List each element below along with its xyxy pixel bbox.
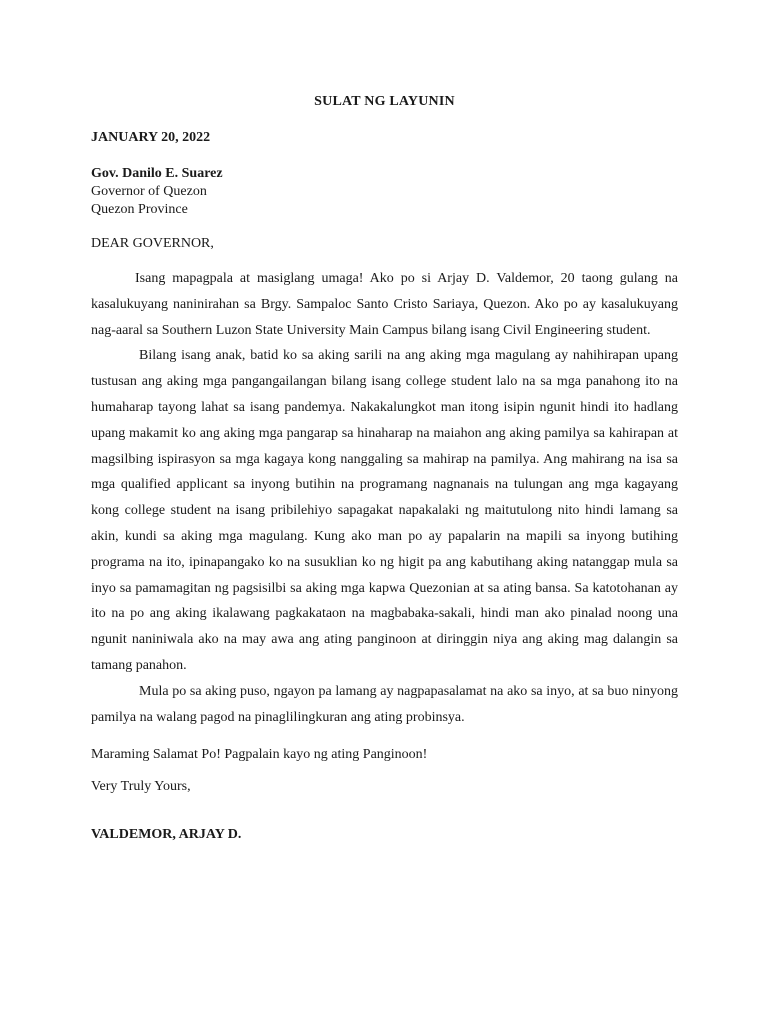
valediction: Very Truly Yours, — [91, 779, 191, 795]
closing-line: Maraming Salamat Po! Pagpalain kayo ng ating Panginoon! — [91, 747, 428, 763]
paragraph-thanks: Mula po sa aking puso, ngayon pa lamang ay nagpapasalamat na ako sa inyo, at sa buo ninyong pamilya na walang pagod na pinaglilingkuran ang ating probinsya. — [91, 683, 678, 725]
recipient-position: Governor of Quezon — [91, 184, 207, 199]
paragraph-main: Bilang isang anak, batid ko sa aking sarili na ang aking mga magulang ay nahihirapan upang tustusan ang aking mga pangangailangan bilang isang college student lalo na sa mga panahong ito na humaharap tayong lahat sa isang pandemya. Nakakalungkot man itong isipin ngunit hindi ito hadlang upang makamit ko ang aking mga pangarap sa hinaharap na maiahon ang aking pamilya sa kahirapan at magsilbing ispirasyon sa mga kagaya kong nanggaling sa mahirap na pamilya. Ang mahirang na isa sa mga qualified applicant sa inyong butihin na programang nagnanais na tulungan ang mga kagayang kong college student na isang pribilehiyo sapagakat napakalaki ng maitutulong nito hindi lamang sa akin, kundi sa aking mga magulang. Kung ako man po ay papalarin na mapili sa inyong butihing programa na ito, ipinapangako ko na susuklian ko ng higit pa ang kabutihang aking natanggap mula sa inyo sa pamamagitan ng pagsisilbi sa aking mga kapwa Quezonian at sa ating bansa. Sa katotohanan ay ito na po ang aking ikalawang pagkakataon na magbabaka-sakali, hindi man ako pinalad noong una ngunit naniniwala ako na may awa ang ating panginoon at diringgin niya ang aking mag dalangin sa tamang panahon. — [91, 348, 678, 673]
letter-title: SULAT NG LAYUNIN — [314, 94, 455, 109]
recipient-block — [91, 165, 678, 219]
paragraph-intro: Isang mapagpala at masiglang umaga! Ako po si Arjay D. Valdemor, 20 taong gulang na kasalukuyang naninirahan sa Brgy. Sampaloc Santo Cristo Sariaya, Quezon. Ako po ay kasalukuyang nag-aaral sa Southern Luzon State University Main Campus bilang isang Civil Engineering student. — [91, 271, 678, 338]
letter-paragraphs — [91, 266, 678, 730]
recipient-location: Quezon Province — [91, 202, 188, 217]
recipient-name: Gov. Danilo E. Suarez — [91, 166, 223, 181]
signature-name: VALDEMOR, ARJAY D. — [91, 827, 242, 843]
letter-date: JANUARY 20, 2022 — [91, 130, 211, 145]
salutation: DEAR GOVERNOR, — [91, 236, 214, 251]
letter-body — [91, 93, 678, 844]
